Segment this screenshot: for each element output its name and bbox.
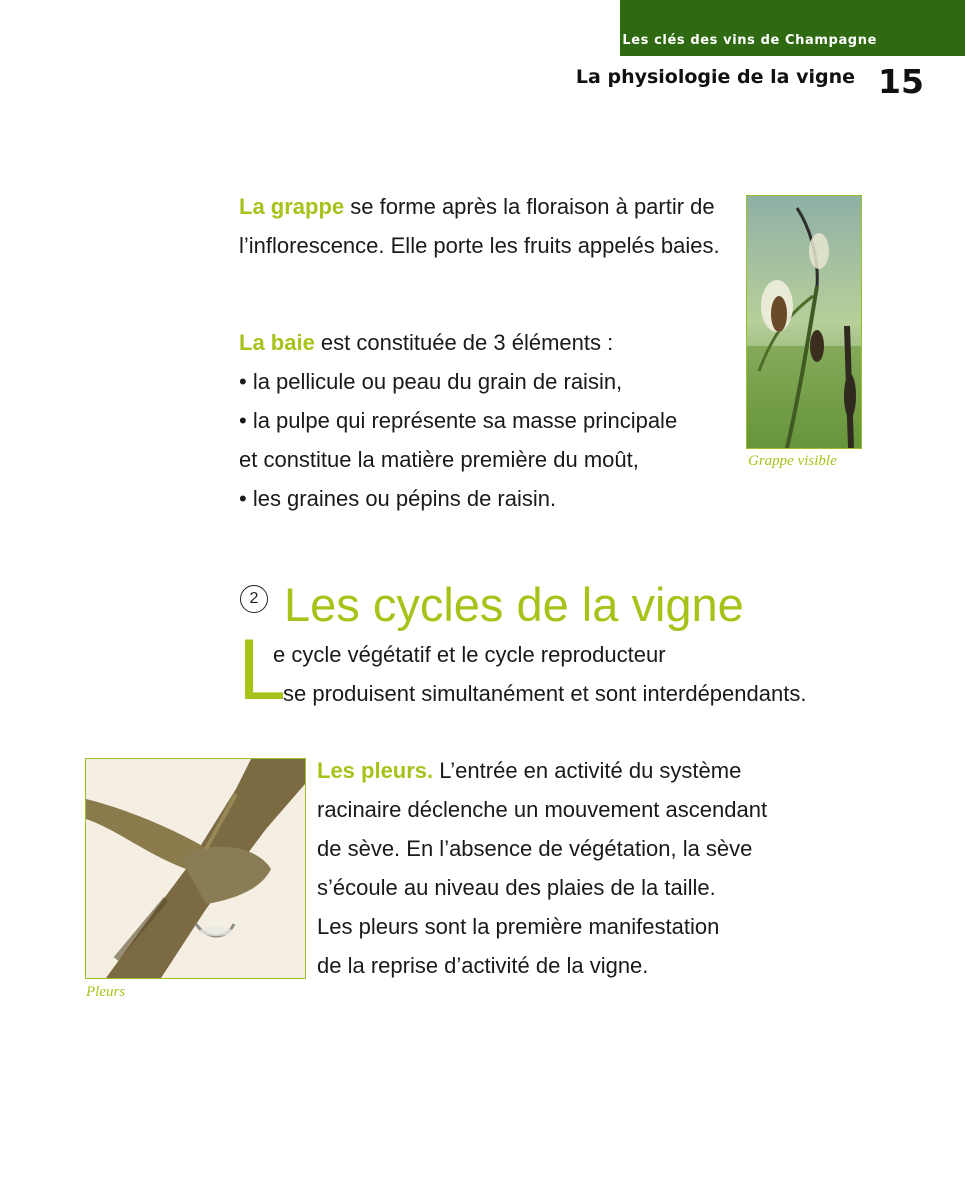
paragraph-grappe [239, 187, 739, 265]
paragraph-baie [239, 323, 739, 518]
pleurs-line: Les pleurs sont la première manifestation [317, 914, 720, 939]
pleurs-photo [85, 758, 306, 979]
baie-line: et constitue la matière première du moût, [239, 447, 639, 472]
baie-lead: est constituée de 3 éléments : [314, 330, 614, 355]
pleurs-line: de sève. En l’absence de végétation, la sève [317, 836, 753, 861]
cycles-intro-line: se produisent simultanément et sont interdépendants. [283, 681, 807, 706]
pleurs-caption: Pleurs [86, 984, 126, 1000]
vine-branch-image [86, 759, 305, 978]
paragraph-pleurs [317, 751, 837, 985]
cycles-heading: Les cycles de la vigne [284, 578, 744, 631]
cycles-intro-line: e cycle végétatif et le cycle reproducteur [273, 642, 666, 667]
pleurs-line: de la reprise d’activité de la vigne. [317, 953, 649, 978]
pleurs-first-line [317, 751, 837, 790]
term-pleurs: Les pleurs. [317, 758, 434, 783]
header-band [620, 0, 965, 56]
page-number: 15 [878, 62, 924, 101]
baie-line: • la pellicule ou peau du grain de raisin, [239, 369, 623, 394]
drop-cap: L [238, 622, 286, 718]
term-grappe: La grappe [239, 194, 345, 219]
baie-lead-line [239, 323, 739, 362]
baie-line: • la pulpe qui représente sa masse principale [239, 408, 678, 433]
grape-flower-image [747, 196, 861, 448]
pleurs-line: s’écoule au niveau des plaies de la taille. [317, 875, 716, 900]
baie-line: • les graines ou pépins de raisin. [239, 486, 557, 511]
grape-caption: Grappe visible [748, 453, 837, 469]
pleurs-first-text: L’entrée en activité du système [433, 758, 742, 783]
pleurs-line: racinaire déclenche un mouvement ascendant [317, 797, 768, 822]
grappe-text: se forme après la floraison à partir de l’inflorescence. Elle porte les fruits appelés baies. [239, 194, 720, 258]
book-title: Les clés des vins de Champagne [622, 33, 877, 48]
section-title: La physiologie de la vigne [575, 66, 855, 88]
grape-photo [746, 195, 862, 449]
term-baie: La baie [239, 330, 315, 355]
section-number: 2 [240, 585, 268, 613]
